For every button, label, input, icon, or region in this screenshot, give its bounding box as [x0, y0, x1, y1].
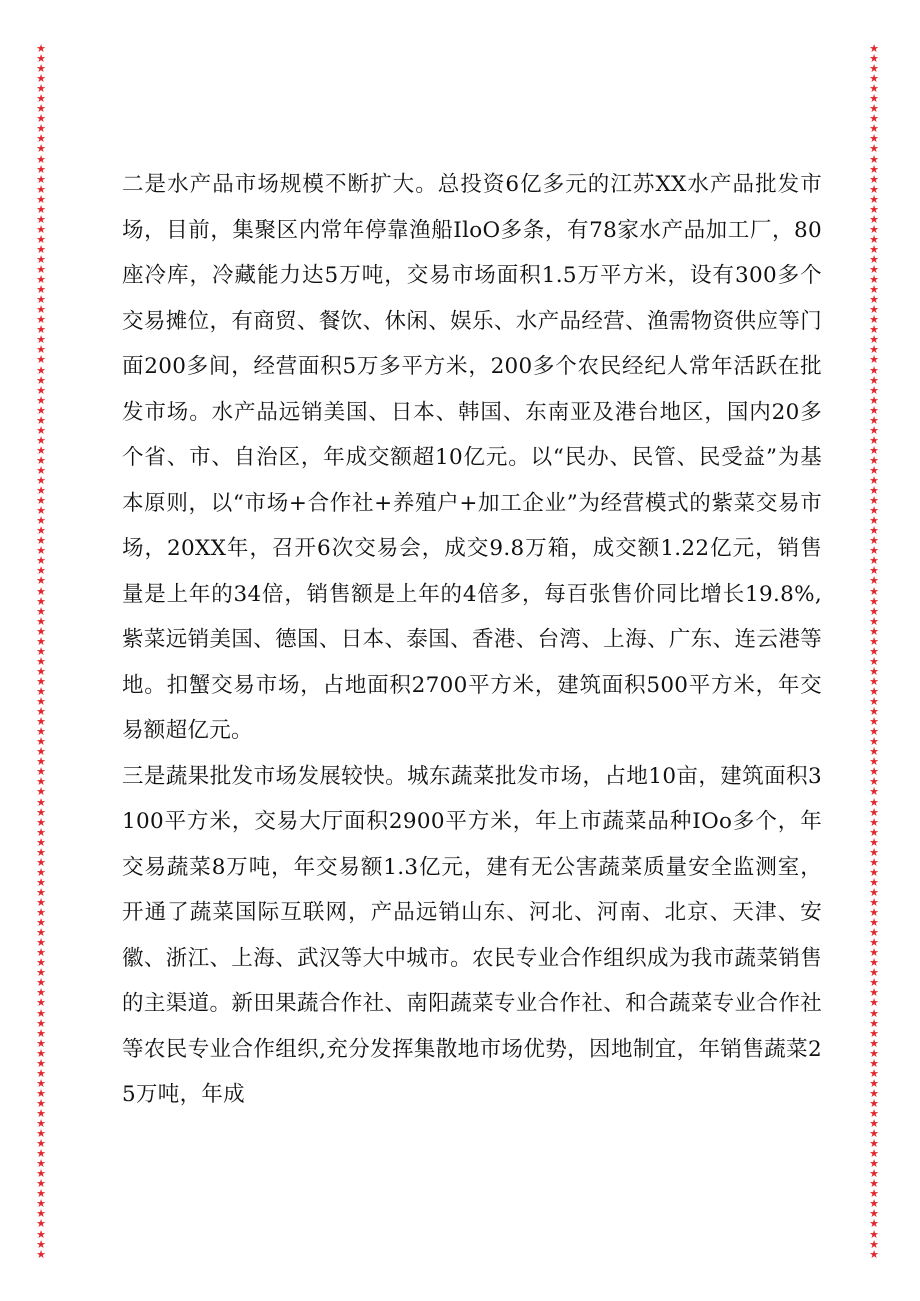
star-icon: ★ — [869, 895, 879, 909]
star-icon: ★ — [36, 62, 46, 76]
star-icon: ★ — [869, 1227, 879, 1241]
star-icon: ★ — [869, 242, 879, 256]
star-icon: ★ — [36, 795, 46, 809]
star-icon: ★ — [36, 343, 46, 357]
star-icon: ★ — [869, 765, 879, 779]
star-icon: ★ — [36, 885, 46, 899]
paragraph-vegetable-market: 三是蔬果批发市场发展较快。城东蔬菜批发市场，占地10亩，建筑面积3100平方米，交易大厅面积2900平方米，年上市蔬菜品种IOo多个，年交易蔬菜8万吨，年交易额1.3亿元，建有无公害蔬菜质量安全监测室，开通了蔬菜国际互联网，产品远销山东、河北、河南、北京、天津、安徽、浙江、上海、武汉等大中城市。农民专业合作组织成为我市蔬菜销售的主渠道。新田果蔬合作社、南阳蔬菜专业合作社、和合蔬菜专业合作社等农民专业合作组织,充分发挥集散地市场优势，因地制宜，年销售蔬菜25万吨，年成 — [122, 763, 822, 1107]
star-icon: ★ — [869, 865, 879, 879]
star-icon: ★ — [869, 393, 879, 407]
star-icon: ★ — [36, 835, 46, 849]
star-icon: ★ — [869, 343, 879, 357]
star-icon: ★ — [869, 674, 879, 688]
star-icon: ★ — [36, 1066, 46, 1080]
star-icon: ★ — [869, 162, 879, 176]
star-icon: ★ — [869, 1217, 879, 1231]
star-icon: ★ — [869, 946, 879, 960]
star-icon: ★ — [36, 242, 46, 256]
star-icon: ★ — [36, 373, 46, 387]
star-icon: ★ — [869, 1086, 879, 1100]
star-icon: ★ — [36, 534, 46, 548]
star-icon: ★ — [869, 222, 879, 236]
star-icon: ★ — [869, 1036, 879, 1050]
star-icon: ★ — [869, 1197, 879, 1211]
star-icon: ★ — [36, 916, 46, 930]
star-icon: ★ — [869, 664, 879, 678]
star-icon: ★ — [36, 986, 46, 1000]
star-icon: ★ — [36, 926, 46, 940]
star-icon: ★ — [36, 1086, 46, 1100]
star-icon: ★ — [869, 1006, 879, 1020]
star-icon: ★ — [36, 1207, 46, 1221]
star-icon: ★ — [869, 996, 879, 1010]
star-icon: ★ — [36, 574, 46, 588]
star-icon: ★ — [36, 122, 46, 136]
star-icon: ★ — [869, 132, 879, 146]
star-icon: ★ — [869, 484, 879, 498]
star-icon: ★ — [869, 715, 879, 729]
star-icon: ★ — [36, 705, 46, 719]
star-icon: ★ — [869, 1137, 879, 1151]
star-icon: ★ — [36, 172, 46, 186]
star-icon: ★ — [869, 1076, 879, 1090]
star-icon: ★ — [869, 695, 879, 709]
star-icon: ★ — [36, 1016, 46, 1030]
star-icon: ★ — [36, 1026, 46, 1040]
star-icon: ★ — [869, 303, 879, 317]
star-icon: ★ — [36, 966, 46, 980]
star-icon: ★ — [869, 112, 879, 126]
star-icon: ★ — [869, 514, 879, 528]
star-icon: ★ — [36, 293, 46, 307]
star-icon: ★ — [36, 1237, 46, 1251]
star-icon: ★ — [36, 92, 46, 106]
star-icon: ★ — [869, 1187, 879, 1201]
star-icon: ★ — [36, 654, 46, 668]
star-icon: ★ — [869, 705, 879, 719]
star-icon: ★ — [36, 484, 46, 498]
star-icon: ★ — [869, 182, 879, 196]
star-icon: ★ — [36, 584, 46, 598]
star-icon: ★ — [869, 966, 879, 980]
star-icon: ★ — [869, 263, 879, 277]
star-icon: ★ — [36, 644, 46, 658]
star-icon: ★ — [869, 52, 879, 66]
star-icon: ★ — [36, 132, 46, 146]
star-icon: ★ — [869, 504, 879, 518]
star-icon: ★ — [869, 534, 879, 548]
star-icon: ★ — [36, 785, 46, 799]
star-icon: ★ — [869, 1177, 879, 1191]
star-icon: ★ — [36, 52, 46, 66]
star-icon: ★ — [869, 62, 879, 76]
star-icon: ★ — [869, 1026, 879, 1040]
star-icon: ★ — [869, 805, 879, 819]
document-body — [122, 162, 822, 1118]
star-icon: ★ — [36, 1076, 46, 1090]
star-icon: ★ — [36, 1117, 46, 1131]
star-icon: ★ — [869, 92, 879, 106]
star-icon: ★ — [36, 755, 46, 769]
star-icon: ★ — [869, 82, 879, 96]
star-icon: ★ — [869, 624, 879, 638]
star-icon: ★ — [869, 423, 879, 437]
star-icon: ★ — [36, 845, 46, 859]
right-star-border — [868, 44, 880, 1259]
star-icon: ★ — [869, 212, 879, 226]
star-icon: ★ — [869, 323, 879, 337]
star-icon: ★ — [36, 252, 46, 266]
star-icon: ★ — [869, 172, 879, 186]
star-icon: ★ — [869, 1016, 879, 1030]
star-icon: ★ — [869, 926, 879, 940]
star-icon: ★ — [869, 584, 879, 598]
star-icon: ★ — [36, 1167, 46, 1181]
star-icon: ★ — [869, 1056, 879, 1070]
star-icon: ★ — [869, 293, 879, 307]
star-icon: ★ — [36, 1187, 46, 1201]
star-icon: ★ — [869, 1117, 879, 1131]
star-icon: ★ — [869, 644, 879, 658]
star-icon: ★ — [869, 685, 879, 698]
star-icon: ★ — [36, 564, 46, 578]
star-icon: ★ — [36, 1157, 46, 1171]
star-icon: ★ — [869, 443, 879, 457]
star-icon: ★ — [869, 735, 879, 749]
star-icon: ★ — [869, 383, 879, 397]
star-icon: ★ — [869, 554, 879, 568]
star-icon: ★ — [869, 333, 879, 347]
star-icon: ★ — [36, 765, 46, 779]
star-icon: ★ — [36, 82, 46, 96]
star-icon: ★ — [36, 805, 46, 819]
star-icon: ★ — [869, 654, 879, 668]
star-icon: ★ — [869, 363, 879, 377]
star-icon: ★ — [36, 393, 46, 407]
star-icon: ★ — [36, 594, 46, 608]
star-icon: ★ — [869, 986, 879, 1000]
star-icon: ★ — [869, 795, 879, 809]
star-icon: ★ — [869, 564, 879, 578]
star-icon: ★ — [36, 855, 46, 869]
star-icon: ★ — [869, 102, 879, 116]
star-icon: ★ — [36, 403, 46, 417]
star-icon: ★ — [869, 845, 879, 859]
star-icon: ★ — [36, 1137, 46, 1151]
star-icon: ★ — [869, 1157, 879, 1171]
star-icon: ★ — [36, 413, 46, 427]
star-icon: ★ — [36, 222, 46, 236]
star-icon: ★ — [36, 976, 46, 990]
star-icon: ★ — [36, 1056, 46, 1070]
star-icon: ★ — [36, 162, 46, 176]
star-icon: ★ — [869, 122, 879, 136]
star-icon: ★ — [869, 283, 879, 297]
star-icon: ★ — [869, 775, 879, 789]
star-icon: ★ — [869, 594, 879, 608]
star-icon: ★ — [869, 252, 879, 266]
star-icon: ★ — [869, 1127, 879, 1141]
star-icon: ★ — [36, 936, 46, 950]
star-icon: ★ — [869, 202, 879, 216]
star-icon: ★ — [36, 946, 46, 960]
star-icon: ★ — [869, 453, 879, 467]
star-icon: ★ — [36, 303, 46, 317]
star-icon: ★ — [869, 835, 879, 849]
star-icon: ★ — [869, 1207, 879, 1221]
star-icon: ★ — [869, 906, 879, 920]
star-icon: ★ — [36, 624, 46, 638]
star-icon: ★ — [36, 504, 46, 518]
star-icon: ★ — [36, 554, 46, 568]
left-star-border — [35, 44, 47, 1259]
star-icon: ★ — [36, 715, 46, 729]
star-icon: ★ — [869, 403, 879, 417]
star-icon: ★ — [36, 1227, 46, 1241]
star-icon: ★ — [869, 413, 879, 427]
star-icon: ★ — [36, 353, 46, 367]
star-icon: ★ — [869, 152, 879, 166]
star-icon: ★ — [869, 273, 879, 287]
star-icon: ★ — [36, 44, 46, 55]
star-icon: ★ — [36, 1197, 46, 1211]
star-icon: ★ — [36, 102, 46, 116]
star-icon: ★ — [869, 885, 879, 899]
star-icon: ★ — [36, 906, 46, 920]
star-icon: ★ — [869, 634, 879, 648]
star-icon: ★ — [36, 182, 46, 196]
star-icon: ★ — [869, 1247, 879, 1259]
star-icon: ★ — [36, 232, 46, 246]
star-icon: ★ — [36, 1217, 46, 1231]
star-icon: ★ — [869, 1167, 879, 1181]
star-icon: ★ — [36, 152, 46, 166]
star-icon: ★ — [869, 875, 879, 889]
star-icon: ★ — [869, 1106, 879, 1120]
star-icon: ★ — [36, 423, 46, 437]
star-icon: ★ — [869, 785, 879, 799]
star-icon: ★ — [36, 664, 46, 678]
star-icon: ★ — [36, 212, 46, 226]
star-icon: ★ — [869, 494, 879, 508]
star-icon: ★ — [36, 494, 46, 508]
paragraph-aquatic-market: 二是水产品市场规模不断扩大。总投资6亿多元的江苏XX水产品批发市场，目前，集聚区内常年停靠渔船IloO多条，有78家水产品加工厂，80座冷库，冷藏能力达5万吨，交易市场面积1.5万平方米，设有300多个交易摊位，有商贸、餐饮、休闲、娱乐、水产品经营、渔需物资供应等门面200多间，经营面积5万多平方米，200多个农民经纪人常年活跃在批发市场。水产品远销美国、日本、韩国、东南亚及港台地区，国内20多个省、市、自治区，年成交额超10亿元。以“民办、民管、民受益”为基本原则，以“市场+合作社+养殖户+加工企业”为经营模式的紫菜交易市场，20XX年，召开6次交易会，成交9.8万箱，成交额1.22亿元，销售量是上年的34倍，销售额是上年的4倍多，每百张售价同比增长19.8%,紫菜远销美国、德国、日本、泰国、香港、台湾、上海、广东、连云港等地。扣蟹交易市场，占地面积2700平方米，建筑面积500平方米，年交易额超亿元。 — [122, 172, 822, 743]
star-icon: ★ — [869, 855, 879, 869]
star-icon: ★ — [36, 112, 46, 126]
star-icon: ★ — [36, 433, 46, 447]
star-icon: ★ — [869, 1046, 879, 1060]
star-icon: ★ — [36, 313, 46, 327]
star-icon: ★ — [36, 333, 46, 347]
star-icon: ★ — [36, 956, 46, 970]
star-icon: ★ — [36, 634, 46, 648]
star-icon: ★ — [36, 695, 46, 709]
star-icon: ★ — [869, 745, 879, 759]
star-icon: ★ — [36, 1036, 46, 1050]
star-icon: ★ — [36, 875, 46, 889]
star-icon: ★ — [36, 1006, 46, 1020]
star-icon: ★ — [869, 44, 879, 55]
star-icon: ★ — [869, 544, 879, 558]
star-icon: ★ — [36, 363, 46, 377]
star-icon: ★ — [869, 353, 879, 367]
star-icon: ★ — [36, 323, 46, 337]
star-icon: ★ — [36, 865, 46, 879]
star-icon: ★ — [869, 232, 879, 246]
star-icon: ★ — [36, 72, 46, 86]
star-icon: ★ — [869, 373, 879, 387]
star-icon: ★ — [36, 514, 46, 528]
star-icon: ★ — [36, 825, 46, 839]
star-icon: ★ — [36, 674, 46, 688]
star-icon: ★ — [869, 1237, 879, 1251]
star-icon: ★ — [36, 192, 46, 206]
star-icon: ★ — [869, 604, 879, 618]
star-icon: ★ — [36, 1096, 46, 1110]
star-icon: ★ — [869, 1066, 879, 1080]
star-icon: ★ — [36, 1106, 46, 1120]
star-icon: ★ — [869, 614, 879, 628]
star-icon: ★ — [36, 263, 46, 277]
star-icon: ★ — [36, 1177, 46, 1191]
star-icon: ★ — [869, 815, 879, 829]
star-icon: ★ — [869, 976, 879, 990]
star-icon: ★ — [36, 735, 46, 749]
star-icon: ★ — [869, 72, 879, 86]
star-icon: ★ — [36, 273, 46, 287]
star-icon: ★ — [36, 443, 46, 457]
star-icon: ★ — [869, 524, 879, 538]
star-icon: ★ — [869, 142, 879, 156]
star-icon: ★ — [36, 685, 46, 698]
star-icon: ★ — [36, 453, 46, 467]
star-icon: ★ — [869, 574, 879, 588]
star-icon: ★ — [36, 283, 46, 297]
star-icon: ★ — [36, 775, 46, 789]
star-icon: ★ — [36, 1127, 46, 1141]
star-icon: ★ — [36, 463, 46, 477]
star-icon: ★ — [869, 1147, 879, 1161]
star-icon: ★ — [36, 474, 46, 488]
star-icon: ★ — [36, 895, 46, 909]
star-icon: ★ — [36, 604, 46, 618]
star-icon: ★ — [36, 725, 46, 739]
star-icon: ★ — [869, 755, 879, 769]
star-icon: ★ — [869, 725, 879, 739]
star-icon: ★ — [36, 1247, 46, 1259]
star-icon: ★ — [869, 433, 879, 447]
star-icon: ★ — [869, 916, 879, 930]
star-icon: ★ — [36, 815, 46, 829]
star-icon: ★ — [36, 1147, 46, 1161]
star-icon: ★ — [869, 956, 879, 970]
star-icon: ★ — [36, 524, 46, 538]
star-icon: ★ — [869, 936, 879, 950]
star-icon: ★ — [36, 996, 46, 1010]
star-icon: ★ — [869, 192, 879, 206]
star-icon: ★ — [869, 825, 879, 839]
star-icon: ★ — [36, 745, 46, 759]
star-icon: ★ — [869, 1096, 879, 1110]
star-icon: ★ — [36, 202, 46, 216]
star-icon: ★ — [869, 474, 879, 488]
star-icon: ★ — [36, 383, 46, 397]
star-icon: ★ — [36, 142, 46, 156]
star-icon: ★ — [36, 614, 46, 628]
star-icon: ★ — [36, 544, 46, 558]
star-icon: ★ — [869, 463, 879, 477]
star-icon: ★ — [36, 1046, 46, 1060]
star-icon: ★ — [869, 313, 879, 327]
